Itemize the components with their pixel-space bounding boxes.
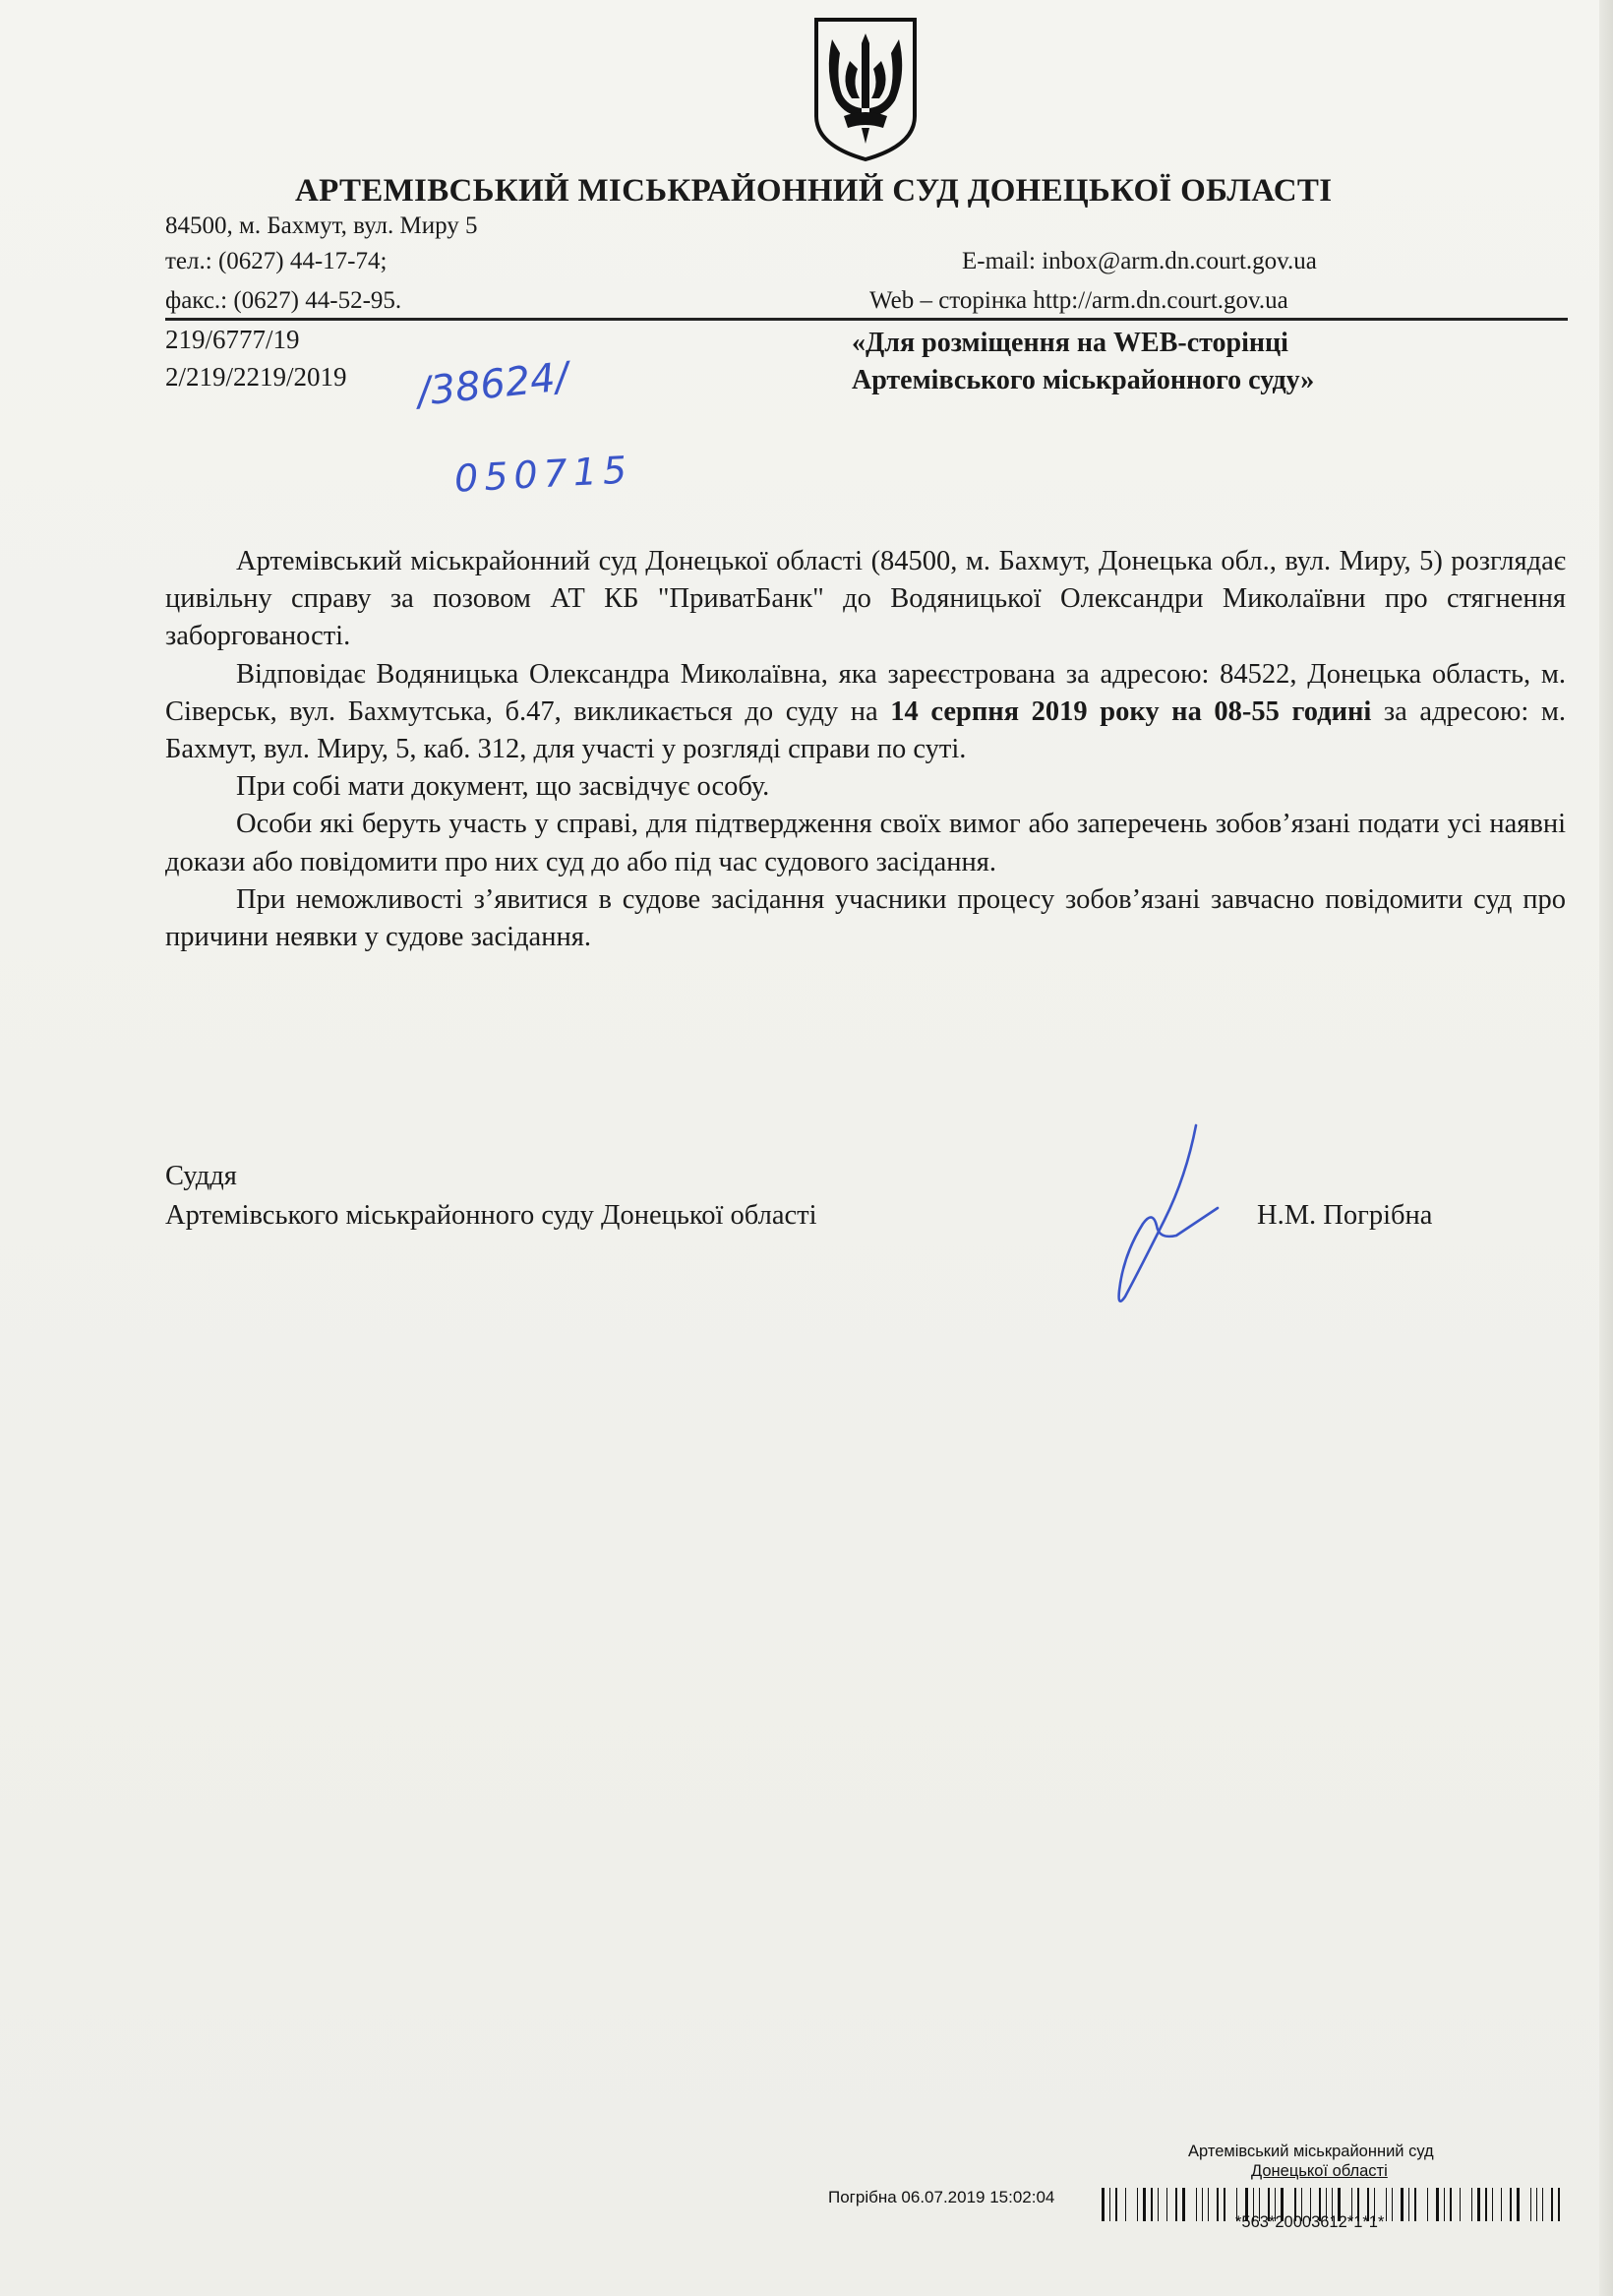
web-note-line-1: «Для розміщення на WEB-сторінці: [852, 328, 1288, 358]
barcode-bar: [1460, 2188, 1461, 2221]
barcode-bar: [1102, 2188, 1105, 2221]
barcode-bar: [1551, 2188, 1553, 2221]
barcode-bar: [1530, 2188, 1531, 2221]
barcode-bar: [1517, 2188, 1520, 2221]
barcode-bar: [1558, 2188, 1560, 2221]
judge-name: Н.М. Погрібна: [1257, 1200, 1433, 1231]
barcode-bar: [1196, 2188, 1197, 2221]
paragraph-absence-notice: При неможливості з’явитися в судове засідання учасники процесу зобов’язані завчасно повідомити суд про причини неявки у судове засідання.: [165, 883, 1566, 953]
barcode-bar: [1386, 2188, 1387, 2221]
header-divider: [165, 318, 1568, 321]
case-number: 219/6777/19: [165, 325, 300, 354]
barcode-bar: [1444, 2188, 1445, 2221]
electronic-signature-stamp: Погрібна 06.07.2019 15:02:04: [828, 2188, 1055, 2206]
handwritten-registration-number: /38624/: [415, 354, 571, 415]
barcode-text: *563*20003612*1*1*: [1235, 2213, 1385, 2231]
court-name-heading: АРТЕМІВСЬКИЙ МІСЬКРАЙОННИЙ СУД ДОНЕЦЬКОЇ ОБЛАСТІ: [295, 173, 1333, 209]
stamp-court-line-1: Артемівський міськрайонний суд: [1188, 2143, 1434, 2160]
paragraph-evidence: Особи які беруть участь у справі, для підтвердження своїх вимог або заперечень зобов’язані подати усі наявні докази або повідомити про них суд до або під час судового засідання.: [165, 809, 1566, 877]
court-fax: факс.: (0627) 44-52-95.: [165, 287, 402, 314]
barcode-bar: [1485, 2188, 1487, 2221]
stamp-court-line-2: Донецької області: [1251, 2162, 1388, 2180]
signature-court: Артемівського міськрайонного суду Донецької області: [165, 1200, 817, 1231]
barcode-bar: [1224, 2188, 1225, 2221]
barcode-bar: [1477, 2188, 1480, 2221]
signature-title: Суддя: [165, 1161, 237, 1191]
summons-text-end: за адресою: м. Бахмут, вул. Миру, 5, каб. 312, для участі у розгляді справи по суті.: [165, 695, 1567, 765]
barcode-bar: [1471, 2188, 1472, 2221]
proceeding-number: 2/219/2219/2019: [165, 362, 347, 392]
barcode-bar: [1202, 2188, 1203, 2221]
barcode-bar: [1175, 2188, 1177, 2221]
barcode-bar: [1115, 2188, 1117, 2221]
barcode-bar: [1208, 2188, 1209, 2221]
barcode-bar: [1536, 2188, 1537, 2221]
paragraph-identity-document: При собі мати документ, що засвідчує особу.: [236, 771, 770, 803]
barcode-bar: [1217, 2188, 1219, 2221]
barcode-bar: [1158, 2188, 1159, 2221]
court-email: E-mail: inbox@arm.dn.court.gov.ua: [962, 248, 1317, 274]
barcode-bar: [1492, 2188, 1493, 2221]
handwritten-date-mark: 050715: [452, 448, 634, 501]
court-address: 84500, м. Бахмут, вул. Миру 5: [165, 212, 478, 239]
paragraph-summons: [165, 656, 1566, 769]
barcode-bar: [1427, 2188, 1428, 2221]
barcode-bar: [1109, 2188, 1110, 2221]
barcode-bar: [1143, 2188, 1146, 2221]
notice-body: [165, 543, 1566, 956]
barcode-bar: [1137, 2188, 1138, 2221]
coat-of-arms-icon: [810, 14, 921, 163]
barcode-bar: [1436, 2188, 1439, 2221]
summons-text-start: Відповідає Водяницька Олександра Миколаївна, яка зареєстрована за адресою: 84522, Донецька область, м. Сіверськ, вул. Бахмутська, б.47, викликається до суду на: [165, 658, 1566, 727]
barcode-bar: [1166, 2188, 1167, 2221]
barcode-bar: [1542, 2188, 1543, 2221]
barcode-bar: [1401, 2188, 1404, 2221]
paragraph-case-description: Артемівський міськрайонний суд Донецької області (84500, м. Бахмут, Донецька обл., вул. Миру, 5) розглядає цивільну справу за позовом АТ КБ "ПриватБанк" до Водяницької Олександри Миколаївни про стягнення заборгованості.: [165, 546, 1566, 652]
judge-signature-icon: [1062, 1118, 1259, 1314]
barcode-bar: [1392, 2188, 1393, 2221]
web-publication-note: [852, 325, 1314, 399]
barcode-bar: [1501, 2188, 1502, 2221]
hearing-datetime: 14 серпня 2019 року на 08-55 годині: [890, 695, 1372, 727]
barcode-bar: [1510, 2188, 1512, 2221]
barcode-bar: [1450, 2188, 1452, 2221]
web-note-line-2: Артемівського міськрайонного суду»: [852, 365, 1315, 395]
barcode-bar: [1414, 2188, 1416, 2221]
barcode-bar: [1408, 2188, 1409, 2221]
scan-edge: [1599, 0, 1613, 2296]
court-phone: тел.: (0627) 44-17-74;: [165, 248, 388, 274]
barcode-bar: [1151, 2188, 1153, 2221]
barcode-bar: [1182, 2188, 1185, 2221]
barcode-bar: [1125, 2188, 1126, 2221]
court-website: Web – сторінка http://arm.dn.court.gov.ua: [869, 287, 1288, 314]
